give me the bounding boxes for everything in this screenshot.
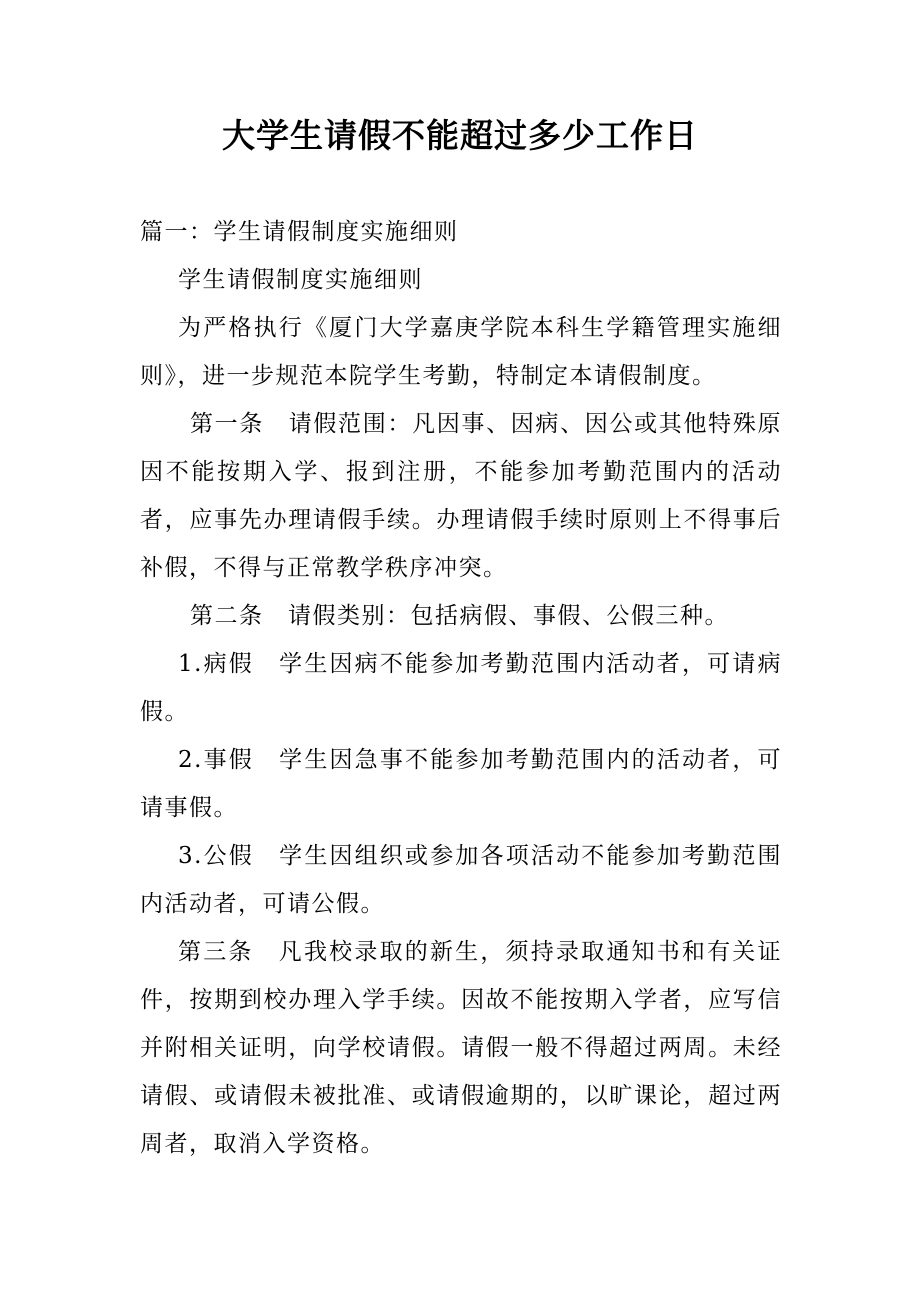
sick-leave-paragraph: 1.病假 学生因病不能参加考勤范围内活动者，可请病假。 [140, 651, 782, 725]
document-body [140, 208, 782, 1168]
subtitle-paragraph: 学生请假制度实施细则 [178, 267, 423, 293]
document-title: 大学生请假不能超过多少工作日 [222, 116, 698, 155]
article-two-paragraph: 第二条 请假类别：包括病假、事假、公假三种。 [190, 603, 729, 629]
official-leave-paragraph: 3.公假 学生因组织或参加各项活动不能参加考勤范围内活动者，可请公假。 [140, 843, 782, 917]
article-one-paragraph: 第一条 请假范围：凡因事、因病、因公或其他特殊原因不能按期入学、报到注册，不能参加考勤范围内的活动者，应事先办理请假手续。办理请假手续时原则上不得事后补假，不得与正常教学秩序冲突。 [140, 411, 782, 581]
section-heading: 篇一：学生请假制度实施细则 [140, 219, 459, 245]
intro-paragraph: 为严格执行《厦门大学嘉庚学院本科生学籍管理实施细则》，进一步规范本院学生考勤，特制定本请假制度。 [140, 315, 782, 389]
personal-leave-paragraph: 2.事假 学生因急事不能参加考勤范围内的活动者，可请事假。 [140, 747, 782, 821]
article-three-paragraph: 第三条 凡我校录取的新生，须持录取通知书和有关证件，按期到校办理入学手续。因故不能按期入学者，应写信并附相关证明，向学校请假。请假一般不得超过两周。未经请假、或请假未被批准、或请假逾期的，以旷课论，超过两周者，取消入学资格。 [140, 939, 782, 1157]
